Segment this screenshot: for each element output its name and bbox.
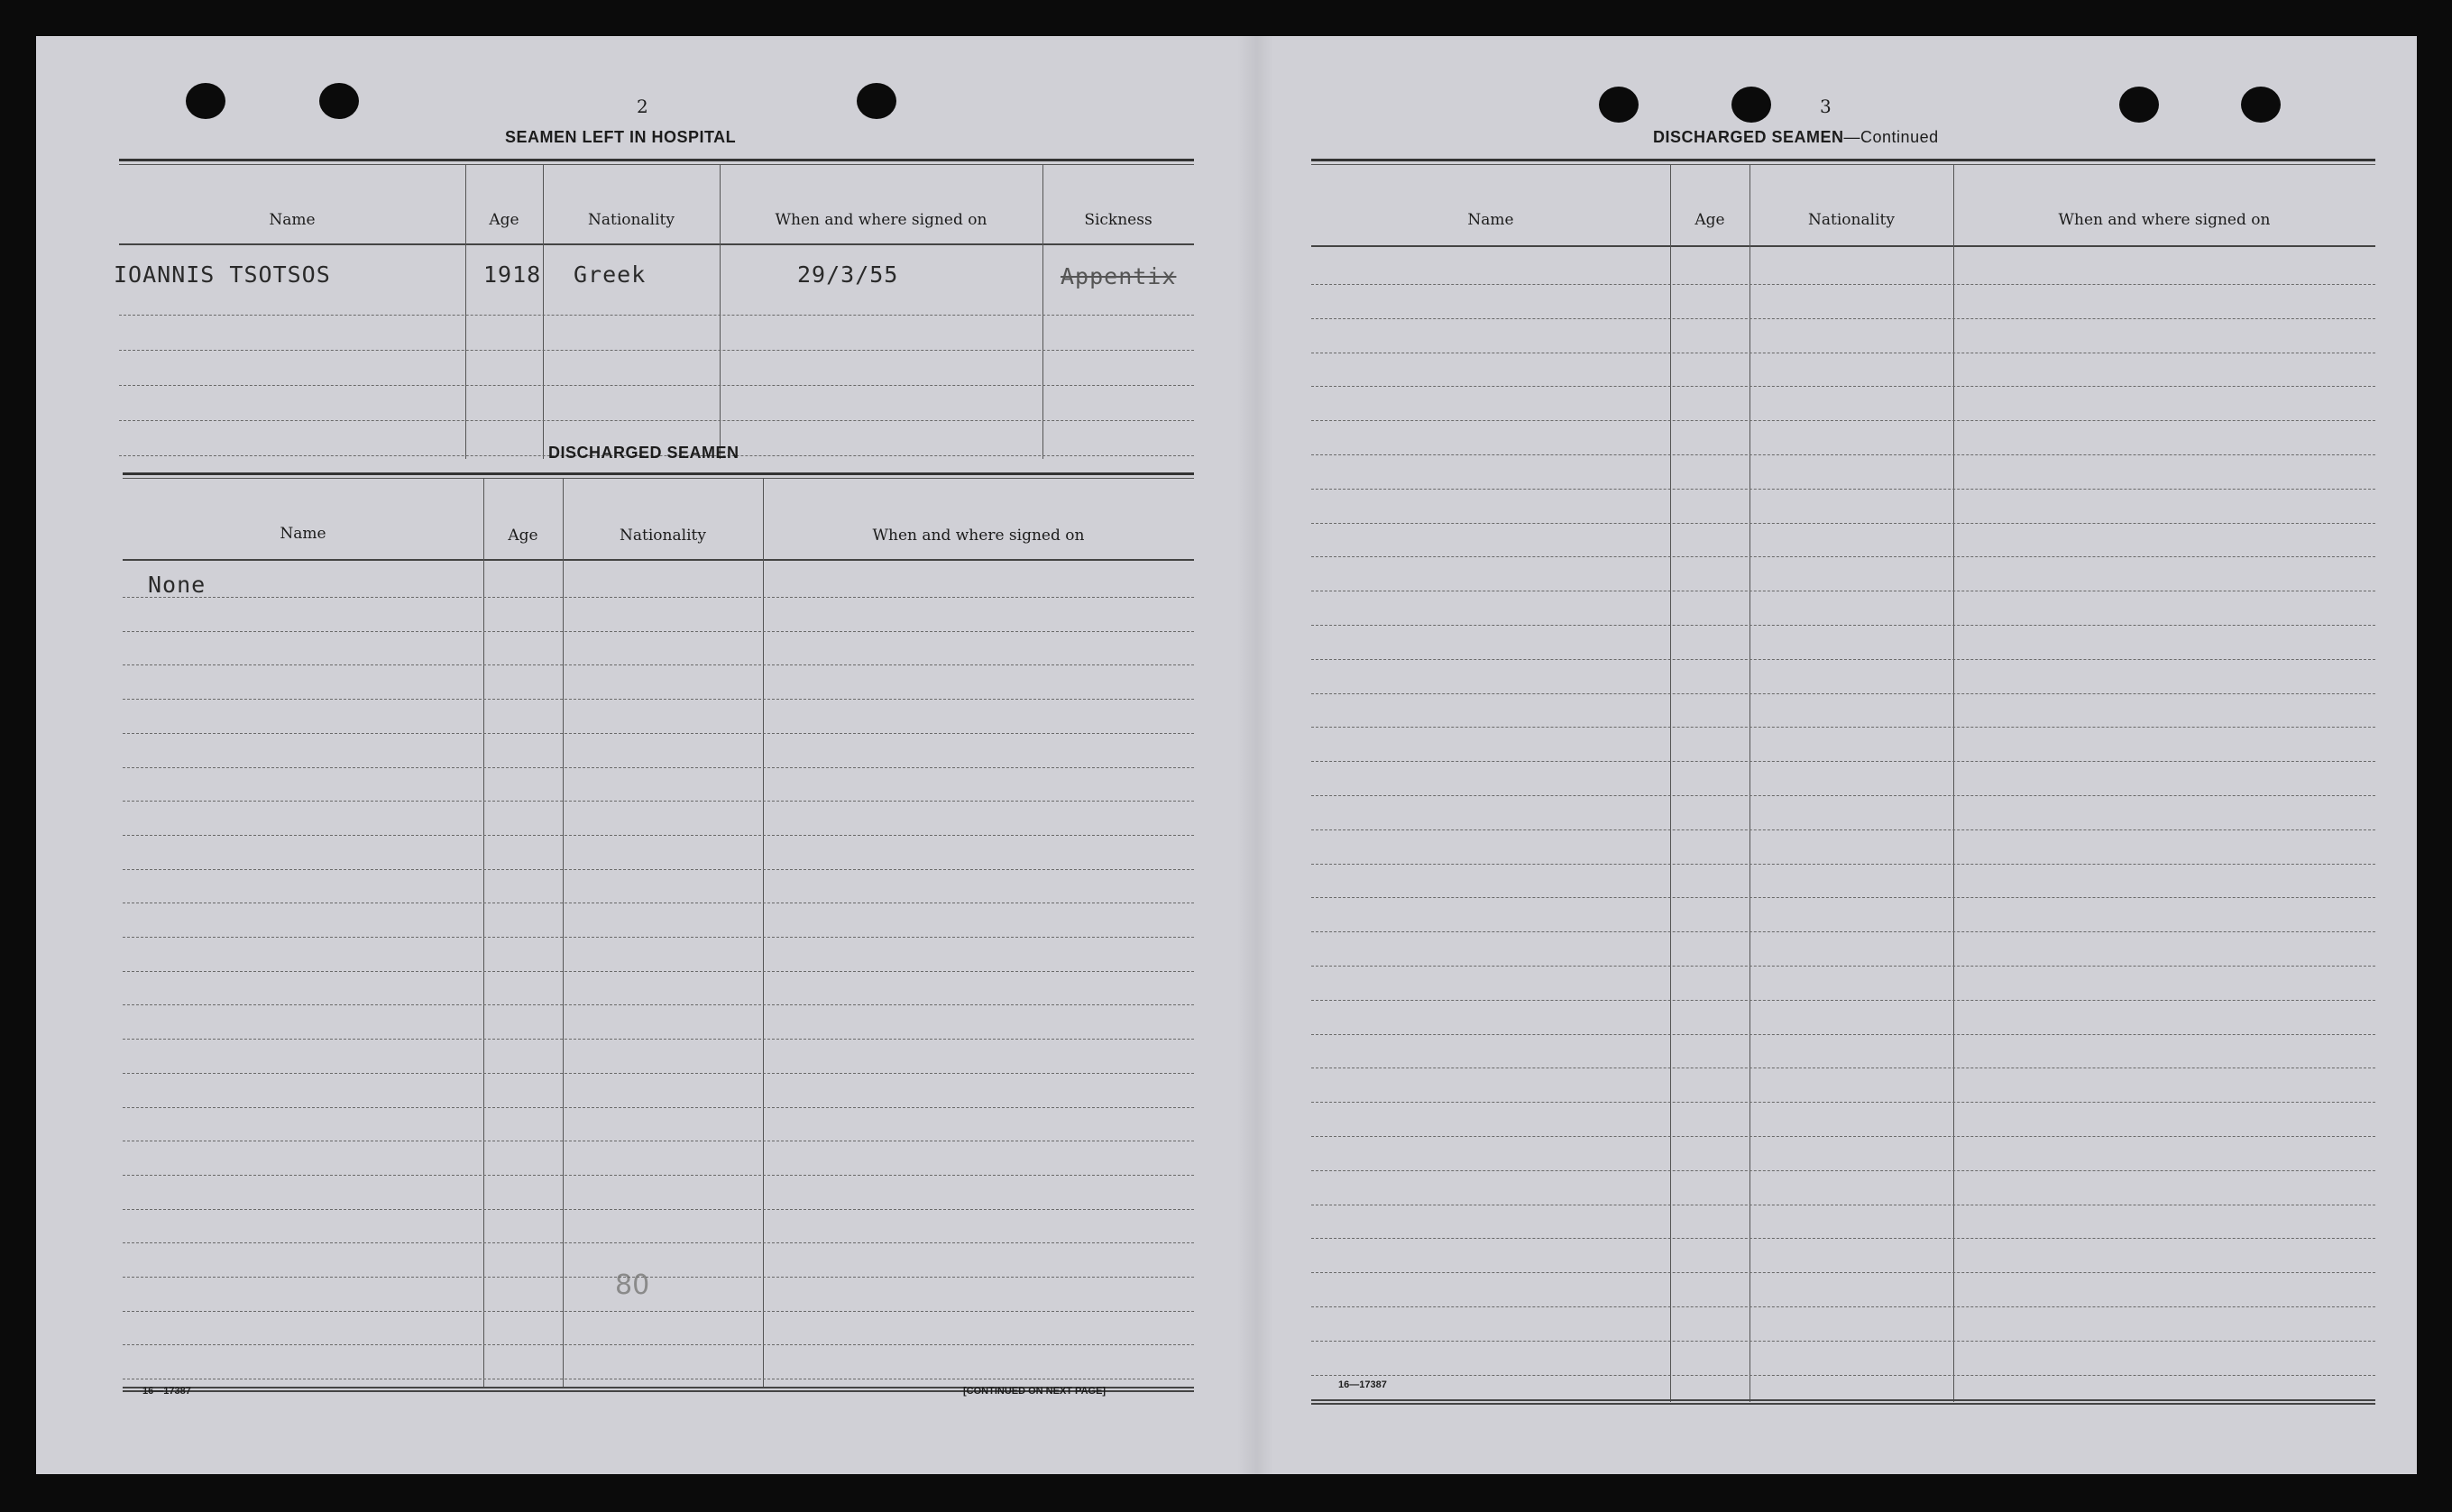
column-divider [465,165,466,459]
entry-line [123,1107,1194,1108]
section-title-discharged-continued [1653,128,1939,147]
page-number: 2 [637,96,648,117]
entry-line [123,631,1194,632]
column-divider [483,479,484,1388]
entry-line [1311,1375,2375,1376]
entry-line [1311,1034,2375,1035]
entry-line [1311,625,2375,626]
column-divider [720,165,721,459]
entry-line [1311,727,2375,728]
section-title-main: DISCHARGED SEAMEN [1653,128,1844,146]
entry-line [1311,1341,2375,1342]
column-header: Name [280,525,326,543]
entry-line [123,767,1194,768]
column-header: Sickness [1084,211,1153,229]
entry-line [119,420,1194,421]
header-rule [1311,245,2375,247]
entry-line [1311,931,2375,932]
entry-line [1311,795,2375,796]
hospital-seaman-age: 1918 [483,261,542,288]
column-header: Nationality [620,527,706,545]
hospital-table [114,159,1194,462]
page-fold [1237,36,1273,1474]
entry-line [123,1175,1194,1176]
form-number: 16—17387 [142,1386,191,1397]
column-divider [543,165,544,459]
manifest-sheet [36,36,2417,1474]
column-header: Age [1694,211,1725,229]
column-divider [1670,165,1671,1402]
entry-line [123,1277,1194,1278]
column-header: When and where signed on [775,211,987,229]
section-title-hospital: SEAMEN LEFT IN HOSPITAL [505,128,737,146]
column-header: Nationality [588,211,675,229]
entry-line [1311,897,2375,898]
discharged-entry-name: None [148,572,207,598]
entry-line [123,1311,1194,1312]
entry-line [119,350,1194,351]
column-header: Name [269,211,316,229]
entry-line [1311,1136,2375,1137]
entry-line [1311,1000,2375,1001]
entry-line [123,869,1194,870]
entry-line [1311,489,2375,490]
entry-line [1311,1306,2375,1307]
table-top-rule [123,472,1194,479]
column-divider [1749,165,1750,1402]
entry-line [1311,966,2375,967]
table-top-rule [119,159,1194,165]
entry-line [123,1344,1194,1345]
entry-line [1311,864,2375,865]
entry-line [1311,829,2375,830]
punch-hole [319,83,359,119]
entry-line [1311,420,2375,421]
table-top-rule [1311,159,2375,165]
entry-line [123,1004,1194,1005]
entry-line [1311,1238,2375,1239]
hospital-seaman-nationality: Greek [574,261,647,288]
entry-line [1311,556,2375,557]
discharged-continued-table [1311,159,2375,1408]
entry-line [123,835,1194,836]
entry-line [123,937,1194,938]
entry-line [1311,284,2375,285]
punch-hole [1731,87,1771,123]
hospital-seaman-name: IOANNIS TSOTSOS [114,261,331,288]
hospital-seaman-sickness: Appentix [1061,263,1177,289]
column-divider [1042,165,1043,459]
entry-line [1311,454,2375,455]
entry-line [1311,386,2375,387]
entry-line [119,315,1194,316]
header-rule [123,559,1194,561]
entry-line [123,1039,1194,1040]
pencil-notation: 80 [615,1269,650,1301]
entry-line [123,801,1194,802]
entry-line [1311,318,2375,319]
column-divider [563,479,564,1388]
punch-hole [2241,87,2281,123]
column-header: When and where signed on [2058,211,2271,229]
column-divider [763,479,764,1388]
entry-line [123,1073,1194,1074]
entry-line [1311,1102,2375,1103]
entry-line [123,1209,1194,1210]
form-number: 16—17387 [1338,1379,1387,1390]
section-title-discharged: DISCHARGED SEAMEN [548,444,739,462]
entry-line [119,385,1194,386]
entry-line [123,971,1194,972]
column-header: When and where signed on [872,527,1085,545]
column-header: Name [1467,211,1514,229]
punch-hole [186,83,225,119]
table-bottom-rule [1311,1399,2375,1405]
hospital-seaman-signed-on: 29/3/55 [797,261,899,288]
entry-line [1311,1170,2375,1171]
punch-hole [857,83,896,119]
column-divider [1953,165,1954,1402]
continued-note: [CONTINUED ON NEXT PAGE] [963,1386,1107,1397]
column-header: Age [489,211,519,229]
column-header: Nationality [1808,211,1895,229]
entry-line [123,733,1194,734]
entry-line [1311,1272,2375,1273]
column-header: Age [508,527,538,545]
punch-hole [2119,87,2159,123]
punch-hole [1599,87,1639,123]
page-number: 3 [1820,96,1832,117]
entry-line [123,1242,1194,1243]
entry-line [123,699,1194,700]
entry-line [1311,523,2375,524]
entry-line [1311,659,2375,660]
entry-line [1311,693,2375,694]
discharged-table [123,472,1194,1394]
entry-line [1311,761,2375,762]
entry-line [123,664,1194,665]
section-title-suffix: —Continued [1843,128,1939,146]
header-rule [119,243,1194,245]
entry-line [123,597,1194,598]
